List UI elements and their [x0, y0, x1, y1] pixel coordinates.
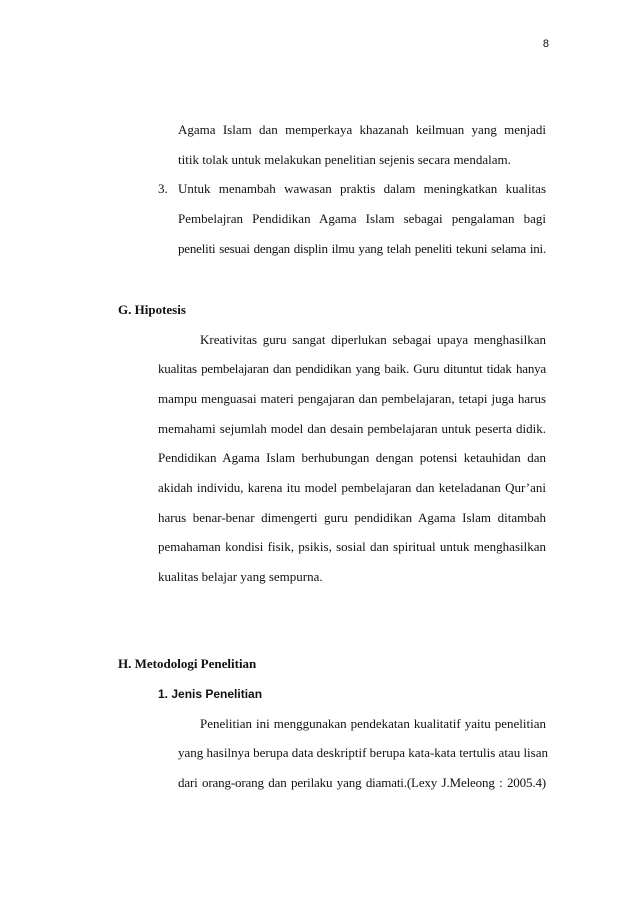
paragraph-line: Untuk menambah wawasan praktis dalam meningkatkan kualitas — [178, 181, 546, 196]
paragraph-line: Agama Islam dan memperkaya khazanah keilmuan yang menjadi — [178, 122, 546, 137]
paragraph-line: Penelitian ini menggunakan pendekatan kualitatif yaitu penelitian — [200, 716, 546, 731]
section-heading-metodologi: H. Metodologi Penelitian — [118, 656, 257, 671]
paragraph-line: Pendidikan Agama Islam berhubungan dengan potensi ketauhidan dan — [158, 450, 546, 465]
paragraph-line: titik tolak untuk melakukan penelitian sejenis secara mendalam. — [178, 152, 511, 167]
page-number: 8 — [542, 38, 549, 50]
paragraph-line: kualitas belajar yang sempurna. — [158, 569, 323, 584]
paragraph-line: kualitas pembelajaran dan pendidikan yang baik. Guru dituntut tidak hanya — [158, 361, 546, 376]
list-marker: 3. — [158, 181, 168, 196]
section-heading-hipotesis: G. Hipotesis — [118, 302, 186, 317]
paragraph-line: pemahaman kondisi fisik, psikis, sosial dan spiritual untuk menghasilkan — [158, 539, 546, 554]
paragraph-line: akidah individu, karena itu model pembelajaran dan keteladanan Qur’ani — [158, 480, 546, 495]
subheading-jenis-penelitian: 1. Jenis Penelitian — [158, 687, 263, 701]
paragraph-line: peneliti sesuai dengan displin ilmu yang telah peneliti tekuni selama ini. — [178, 241, 546, 256]
paragraph-line: mampu menguasai materi pengajaran dan pembelajaran, tetapi juga harus — [158, 391, 546, 406]
paragraph-line: harus benar-benar dimengerti guru pendidikan Agama Islam ditambah — [158, 510, 546, 525]
paragraph-line: dari orang-orang dan perilaku yang diamati.(Lexy J.Meleong : 2005.4) — [178, 775, 546, 790]
paragraph-line: memahami sejumlah model dan desain pembelajaran untuk peserta didik. — [158, 421, 546, 436]
paragraph-line: Kreativitas guru sangat diperlukan sebagai upaya menghasilkan — [200, 332, 546, 347]
paragraph-line: Pembelajran Pendidikan Agama Islam sebagai pengalaman bagi — [178, 211, 546, 226]
paragraph-line: yang hasilnya berupa data deskriptif berupa kata-kata tertulis atau lisan — [178, 745, 548, 760]
